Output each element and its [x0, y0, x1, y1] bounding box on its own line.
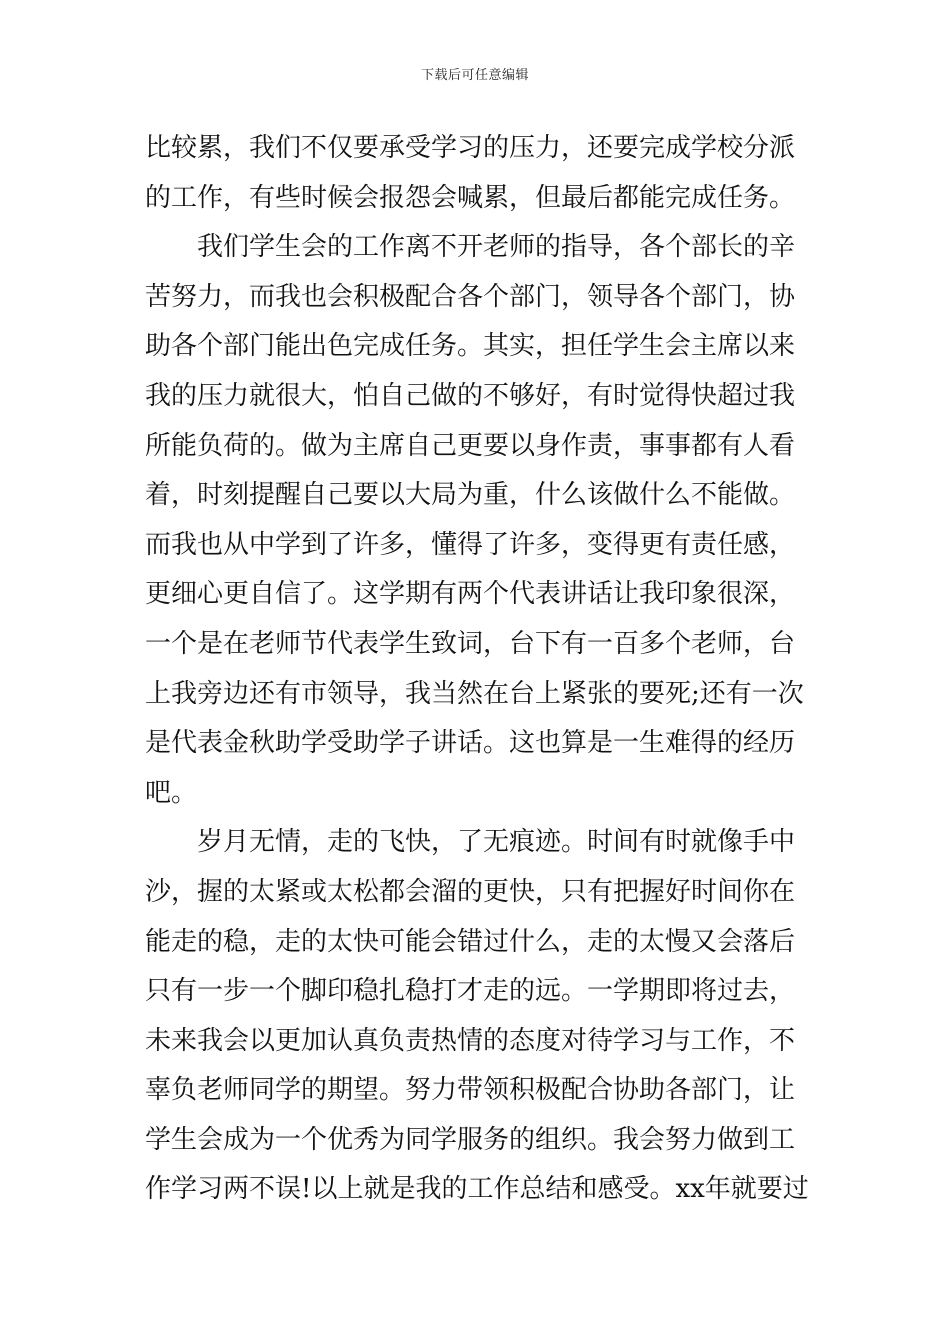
text-line: 我的压力就很大，怕自己做的不够好，有时觉得快超过我: [145, 380, 796, 411]
text-line: 我们学生会的工作离不开老师的指导，各个部长的辛: [197, 232, 796, 263]
text-line: 而我也从中学到了许多，懂得了许多，变得更有责任感，: [145, 529, 796, 560]
text-line: 只有一步一个脚印稳扎稳打才走的远。一学期即将过去，: [145, 976, 796, 1007]
text-line: 能走的稳，走的太快可能会错过什么，走的太慢又会落后: [145, 926, 796, 957]
page-header: 下载后可任意编辑: [420, 68, 529, 83]
text-line: 沙，握的太紧或太松都会溜的更快，只有把握好时间你在: [145, 876, 796, 907]
text-line: 比较累，我们不仅要承受学习的压力，还要完成学校分派: [145, 133, 796, 163]
body-text: [145, 124, 810, 1215]
text-line: 未来我会以更加认真负责热情的态度对待学习与工作，不: [145, 1025, 796, 1056]
text-line: 的工作，有些时候会报怨会喊累，但最后都能完成任务。: [145, 182, 796, 213]
text-line: 一个是在老师节代表学生致词，台下有一百多个老师，台: [145, 628, 796, 659]
text-line: 辜负老师同学的期望。努力带领积极配合协助各部门，让: [145, 1075, 796, 1106]
text-line: 更细心更自信了。这学期有两个代表讲话让我印象很深，: [145, 579, 796, 610]
text-line: 是代表金秋助学受助学子讲话。这也算是一生难得的经历: [145, 728, 796, 759]
text-line: 吧。: [145, 777, 198, 808]
text-line: 作学习两不误!以上就是我的工作总结和感受。xx年就要过: [145, 1174, 809, 1205]
text-line: 着，时刻提醒自己要以大局为重，什么该做什么不能做。: [145, 480, 796, 511]
text-line: 所能负荷的。做为主席自己更要以身作责，事事都有人看: [145, 430, 796, 461]
text-line: 学生会成为一个优秀为同学服务的组织。我会努力做到工: [145, 1124, 796, 1155]
text-line: 苦努力，而我也会积极配合各个部门，领导各个部门，协: [145, 281, 796, 312]
text-line: 岁月无情，走的飞快，了无痕迹。时间有时就像手中: [197, 827, 796, 858]
text-line: 助各个部门能出色完成任务。其实，担任学生会主席以来: [145, 331, 796, 362]
text-line: 上我旁边还有市领导，我当然在台上紧张的要死;还有一次: [145, 678, 804, 709]
